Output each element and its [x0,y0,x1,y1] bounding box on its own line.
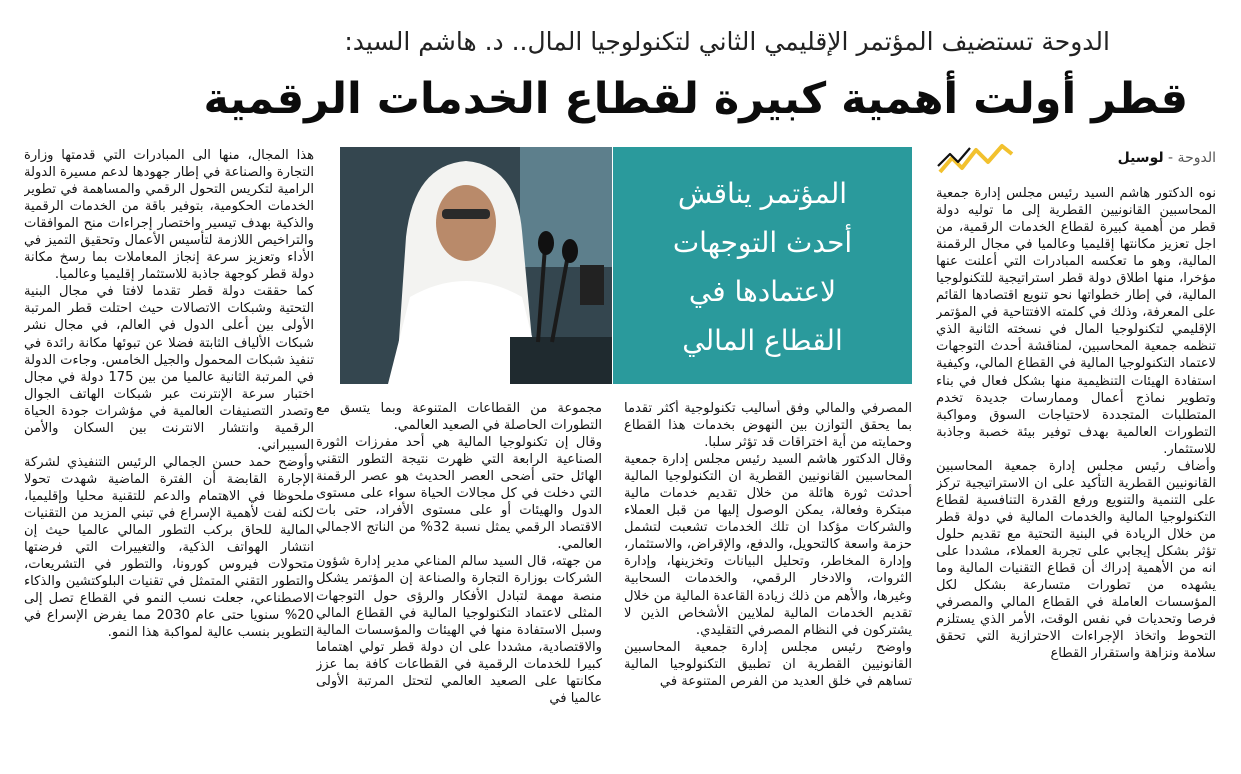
microphone-base [580,265,604,305]
podium [510,337,612,384]
dateline-place: الدوحة - [1163,150,1216,166]
pull-quote-text: المؤتمر يناقش أحدث التوجهات لاعتمادها في القطاع المالي [672,177,853,357]
article-column-2 [624,400,912,774]
paragraph: وقال الدكتور هاشم السيد رئيس مجلس إدارة جمعية المحاسبين القانونيين القطرية ان التكنولوجيا المالية أحدثت ثورة هائلة من خلال تقديم خدمات مالية مبتكرة وفعالة، يمكن الوصول إليها من قبل العملاء والشركات مؤكدا ان تلك الخدمات تشعبت لتشمل حزمة واسعة كالتحويل، والدفع، والإقراض، والاستثمار، وإدارة المخاطر، وتحليل البيانات وتخزينها، وإدارة الثروات، والادخار الرقمي، والخدمات السحابية وغيرها، والأهم من ذلك زيادة القاعدة المالية من خلال تقديم الخدمات المالية لملايين الأشخاص الذين لا يشتركون في النظام المصرفي التقليدي. [624,452,912,638]
article-column-1 [936,185,1216,774]
pull-quote-box [613,147,912,384]
speaker-photo [340,147,612,384]
microphone-head-1 [538,231,554,255]
speaker-glasses [442,209,490,219]
byline [936,140,1216,176]
paragraph: نوه الدكتور هاشم السيد رئيس مجلس إدارة جمعية المحاسبين القانونيين القطرية إلى ما توليه دولة قطر من أهمية كبيرة لقطاع الخدمات الرقمية، من اجل تعزيز مكانتها إقليميا وعالميا في مجال الرقمنة المالية، وهو ما تعكسه المبادرات التي أعلنت عنها مؤخرا، منها اطلاق دولة قطر استراتيجية للتكنولوجيا المالية، في إطار خطواتها نحو تنويع اقتصادها القائم على المعرفة، وذلك في كلمته الافتتاحية في المؤتمر الإقليمي لتكنولوجيا المال في نسخته الثانية الذي تنظمه جمعية المحاسبين، لمناقشة أحدث التوجهات لاعتماد التكنولوجيا المالية في القطاع المالي، وكيفية استفادة الهيئات التنظيمية منها بشكل فعال في بناء وتطوير نماذج أعمال وممارسات جديدة تخدم المتطلبات المتجددة لاحتياجات السوق ومواكبة التطورات العالمية بهدف توفير بيئة خصبة وجاذبة للاستثمار. [936,186,1216,457]
dateline [1118,150,1216,166]
article-column-4 [24,147,314,774]
article-headline: قطر أولت أهمية كبيرة لقطاع الخدمات الرقمية [203,74,1188,124]
microphone-head-2 [562,239,578,263]
article-photo [340,147,612,384]
speaker-face [436,185,496,261]
paragraph: هذا المجال، منها الى المبادرات التي قدمتها وزارة التجارة والصناعة في إطار جهودها لدعم مسيرة الدولة الرامية لتكريس التحول الرقمي والمساهمة في تطوير الخدمات الحكومية، بتوفير باقة من الخدمات الرقمية والذكية بهدف تيسير واختصار إجراءات منح الموافقات والتراخيص اللازمة لتأسيس الأعمال وتحقيق التميز في الأداء وتعزيز سرعة إنجاز المعاملات بما رسخ مكانة دولة قطر كوجهة جاذبة للاستثمار إقليميا وعالميا. [24,148,314,283]
paragraph: وقال إن تكنولوجيا المالية هي أحد مفرزات الثورة الصناعية الرابعة التي ظهرت نتيجة التطور التقني الهائل حتى أضحى العصر الحديث هو عصر الرقمنة التي دخلت في كل مجالات الحياة سواء على مستوى الدول والهيئات أو على مستوى الأفراد، حتى بات الاقتصاد الرقمي يمثل نسبة 32% من الناتج الاجمالي العالمي. [316,435,602,553]
article-kicker: الدوحة تستضيف المؤتمر الإقليمي الثاني لتكنولوجيا المال.. د. هاشم السيد: [344,27,1110,56]
paragraph: من جهته، قال السيد سالم المناعي مدير إدارة شؤون الشركات بوزارة التجارة والصناعة إن المؤتمر يشكل منصة مهمة لتبادل الأفكار والرؤى حول التوجهات المثلى لاعتماد التكنولوجيا المالية في القطاع المالي وسبل الاستفادة منها في الهيئات والمؤسسات المالية والاقتصادية، مشددا على ان دولة قطر تولي اهتماما كبيرا للخدمات الرقمية في القطاعات كافة بما عزز مكانتها على الصعيد العالمي لتحتل المرتبة الأولى عالميا في [316,554,602,706]
publication-logo-icon [936,140,1016,176]
paragraph: مجموعة من القطاعات المتنوعة وبما يتسق مع التطورات الحاصلة في الصعيد العالمي. [316,401,602,434]
paragraph: وأضاف رئيس مجلس إدارة جمعية المحاسبين القانونيين القطرية التأكيد على ان الاستراتيجية تركز على التنمية والتنويع ورفع القدرة التنافسية لقطاع التكنولوجيا المالية والخدمات المالية في دولة قطر من خلال الريادة في البنية التحتية مع تقديم حلول تؤثر بشكل إيجابي على تجربة العملاء، مشددا على انه من الأهمية إدراك أن قطاع التقنيات المالية وما يشهده من تطورات متسارعة بشكل لكل المؤسسات العاملة في القطاع المالي والمصرفي فرصا وتحديات في نفس الوقت، الأمر الذي يستلزم التحوط واتخاذ الإجراءات الاحترازية التي تحقق سلامة ونزاهة واستقرار القطاع [936,458,1216,662]
paragraph: المصرفي والمالي وفق أساليب تكنولوجية أكثر تقدما بما يحقق التوازن بين النهوض بخدمات هذا القطاع وحمايته من أية اختراقات قد تؤثر سلبا. [624,401,912,451]
dateline-source: لوسيل [1117,150,1164,166]
paragraph: وأوضح حمد حسن الجمالي الرئيس التنفيذي لشركة الإجارة القابضة أن الفترة الماضية شهدت تحولا ملحوظا في الاهتمام والدعم للتقنية محليا وإقليميا، لكنه لفت لأهمية الإسراع في تبني المزيد من التقنيات المالية للحاق بركب التطور المالي عالميا حيث إن انتشار الهواتف الذكية، والتغييرات التي فرضتها متحولات فيروس كورونا، والتطور في التشريعات، والتطور التقني المتمثل في تقنيات البلوكتشين والذكاء الاصطناعي، جعلت نسب النمو في القطاع تصل إلى 20% سنويا حتى عام 2030 مما يفرض الإسراع في التطوير بنسب عالية لمواكبة هذا النمو. [24,454,314,641]
logo-zigzag-yellow [940,146,1012,172]
paragraph: كما حققت دولة قطر تقدما لافتا في مجال البنية التحتية وشبكات الاتصالات حيث احتلت قطر المرتبة الأولى بين أعلى الدول في العالم، في مجال نشر شبكات الألياف الثابتة فضلا عن تبوئها مكانة رائدة في تنفيذ شبكات المحمول والجيل الخامس. وجاءت الدولة في المرتبة الثانية عالميا من بين 175 دولة في مجال اختبار سرعة الإنترنت عبر شبكات الهاتف الجوال وتصدر التصنيفات العالمية في مؤشرات جودة الحياة الرقمية وانتشار الانترنت بين السكان والأمن السيبراني. [24,284,314,453]
paragraph: واوضح رئيس مجلس إدارة جمعية المحاسبين القانونيين القطرية ان تطبيق التكنولوجيا المالية تساهم في خلق العديد من الفرص المتنوعة في [624,639,912,689]
article-column-3 [316,400,602,774]
